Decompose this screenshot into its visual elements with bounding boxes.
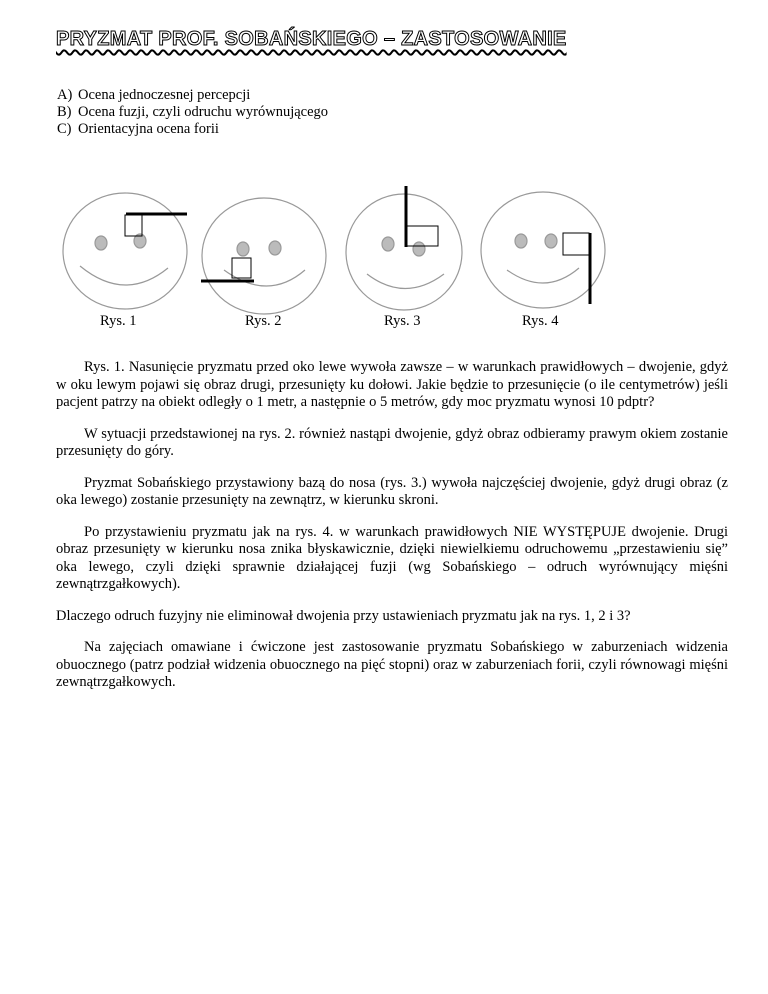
face-figure-1 (63, 193, 187, 309)
paragraph: Pryzmat Sobańskiego przystawiony bazą do nosa (rys. 3.) wywoła najczęściej dwojenie, gdyż drugi obraz (z oka lewego) zostanie przesunięty na zewnątrz, w kierunku skroni. (56, 474, 728, 508)
face-figure-3 (346, 186, 462, 310)
figure-caption: Rys. 4 (522, 313, 559, 329)
page-title: PRYZMAT PROF. SOBAŃSKIEGO – ZASTOSOWANIE (56, 28, 567, 50)
list-item-label: C) (57, 121, 72, 137)
question-paragraph: Dlaczego odruch fuzyjny nie eliminował dwojenia przy ustawieniach pryzmatu jak na rys. 1, 2 i 3? (56, 607, 631, 624)
list-item-label: B) (57, 104, 72, 120)
paragraph: Na zajęciach omawiane i ćwiczone jest zastosowanie pryzmatu Sobańskiego w zaburzeniach widzenia obuocznego (patrz podział widzenia obuocznego na pięć stopni) oraz w zaburzeniach forii, czyli równowagi mięśni zewnątrzgałkowych. (56, 639, 728, 690)
body-text (56, 359, 728, 706)
paragraph: W sytuacji przedstawionej na rys. 2. również nastąpi dwojenie, gdyż obraz odbieramy prawym okiem zostanie przesunięty do góry. (56, 425, 728, 459)
objectives-list (57, 87, 328, 138)
list-item-label: A) (57, 87, 73, 103)
list-item-text: Orientacyjna ocena forii (78, 121, 219, 137)
paragraph: Po przystawieniu pryzmatu jak na rys. 4. w warunkach prawidłowych NIE WYSTĘPUJE dwojenie. Drugi obraz przesunięty w kierunku nosa znika błyskawicznie, dzięki niewielkiemu odruchowemu „przestawieniu się” oka lewego, czyli dzięki sprawnie działającej fuzji (wg Sobańskiego – odruch wyrównujący mięśni zewnątrzgałkowych). (56, 523, 728, 592)
figure-caption: Rys. 3 (384, 313, 421, 329)
paragraph: Rys. 1. Nasunięcie pryzmatu przed oko lewe wywoła zawsze – w warunkach prawidłowych – dwojenie, gdyż w oku lewym pojawi się obraz drugi, przesunięty ku dołowi. Jakie będzie to przesunięcie (o ile centymetrów) jeśli pacjent patrzy na obiekt odległy o 1 metr, a następnie o 5 metrów, gdy moc pryzmatu wynosi 10 pdptr? (56, 359, 728, 410)
list-item-text: Ocena jednoczesnej percepcji (78, 87, 251, 103)
list-item (57, 104, 328, 121)
face-figure-2 (201, 198, 326, 314)
list-item (57, 87, 328, 104)
list-item-text: Ocena fuzji, czyli odruchu wyrównującego (78, 104, 329, 120)
figure-caption: Rys. 2 (245, 313, 282, 329)
figure-caption: Rys. 1 (100, 313, 137, 329)
face-figure-4 (481, 192, 605, 308)
list-item (57, 121, 328, 138)
